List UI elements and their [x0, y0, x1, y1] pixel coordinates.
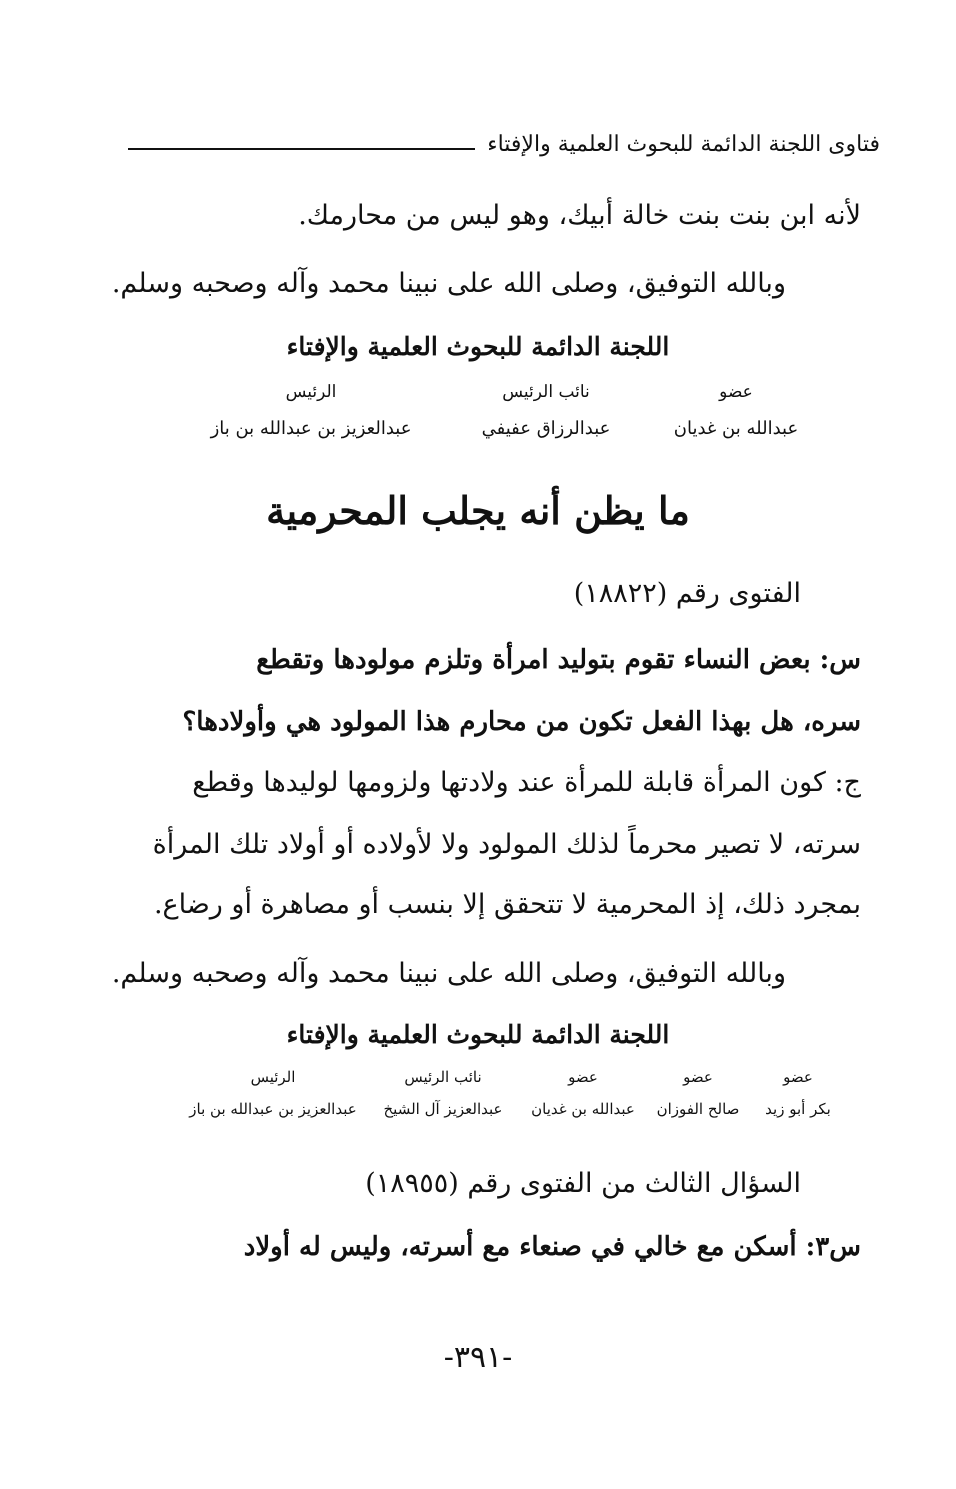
signatory-name: صالح الفوزان — [656, 1100, 740, 1118]
signatory-role: عضو — [783, 1068, 813, 1086]
signatories-2 — [178, 1068, 848, 1118]
committee-name-1: اللجنة الدائمة للبحوث العلمية والإفتاء — [286, 332, 670, 361]
committee-name-2: اللجنة الدائمة للبحوث العلمية والإفتاء — [286, 1020, 670, 1049]
answer-line-2: سرته، لا تصير محرماً لذلك المولود ولا لأولاده أو أولاد تلك المرأة — [152, 829, 861, 860]
question-line-1: س: بعض النساء تقوم بتوليد امرأة وتلزم مولودها وتقطع — [256, 645, 861, 675]
signatory-role: الرئيس — [250, 1068, 296, 1086]
answer-line-3: بمجرد ذلك، إذ المحرمية لا تتحقق إلا بنسب أو مصاهرة أو رضاع. — [153, 889, 861, 920]
question3-line: س٣: أسكن مع خالي في صنعاء مع أسرته، وليس له أولاد — [243, 1232, 861, 1262]
signatory-name: عبدالعزيز آل الشيخ — [383, 1100, 503, 1118]
signatory-name: عبدالله بن غديان — [531, 1100, 635, 1118]
question-line-2: سره، هل بهذا الفعل تكون من محارم هذا المولود هي وأولادها؟ — [182, 707, 861, 737]
signatory-name: عبدالرزاق عفيفي — [481, 418, 611, 439]
signatory-role: عضو — [719, 382, 753, 402]
closing-prayer-1: وبالله التوفيق، وصلى الله على نبينا محمد وآله وصحبه وسلم. — [111, 268, 786, 299]
signatory-role: عضو — [568, 1068, 598, 1086]
signatory-name: عبدالله بن غديان — [673, 418, 799, 439]
signatory-role: الرئيس — [285, 382, 337, 402]
page-number: -٣٩١- — [443, 1340, 513, 1375]
signatory-role: عضو — [683, 1068, 713, 1086]
running-header-title: فتاوى اللجنة الدائمة للبحوث العلمية والإفتاء — [487, 132, 880, 157]
signatory-name: عبدالعزيز بن عبدالله بن باز — [210, 418, 412, 439]
paragraph-continuation: لأنه ابن بنت بنت خالة أبيك، وهو ليس من محارمك. — [298, 200, 861, 231]
answer-line-1: ج: كون المرأة قابلة للمرأة عند ولادتها ولزومها لوليدها وقطع — [192, 767, 861, 798]
signatory-name: عبدالعزيز بن عبدالله بن باز — [189, 1100, 357, 1118]
section-title: ما يظن أنه يجلب المحرمية — [266, 488, 690, 533]
signatories-1 — [186, 382, 816, 439]
signatory-name: بكر أبو زيد — [765, 1100, 831, 1118]
signatory-role: نائب الرئيس — [404, 1068, 482, 1086]
running-header — [128, 132, 880, 157]
closing-prayer-2: وبالله التوفيق، وصلى الله على نبينا محمد وآله وصحبه وسلم. — [111, 958, 786, 989]
fatwa-number: الفتوى رقم (١٨٨٢٢) — [573, 578, 801, 609]
header-rule — [128, 148, 475, 150]
question3-heading: السؤال الثالث من الفتوى رقم (١٨٩٥٥) — [365, 1168, 801, 1199]
signatory-role: نائب الرئيس — [502, 382, 590, 402]
